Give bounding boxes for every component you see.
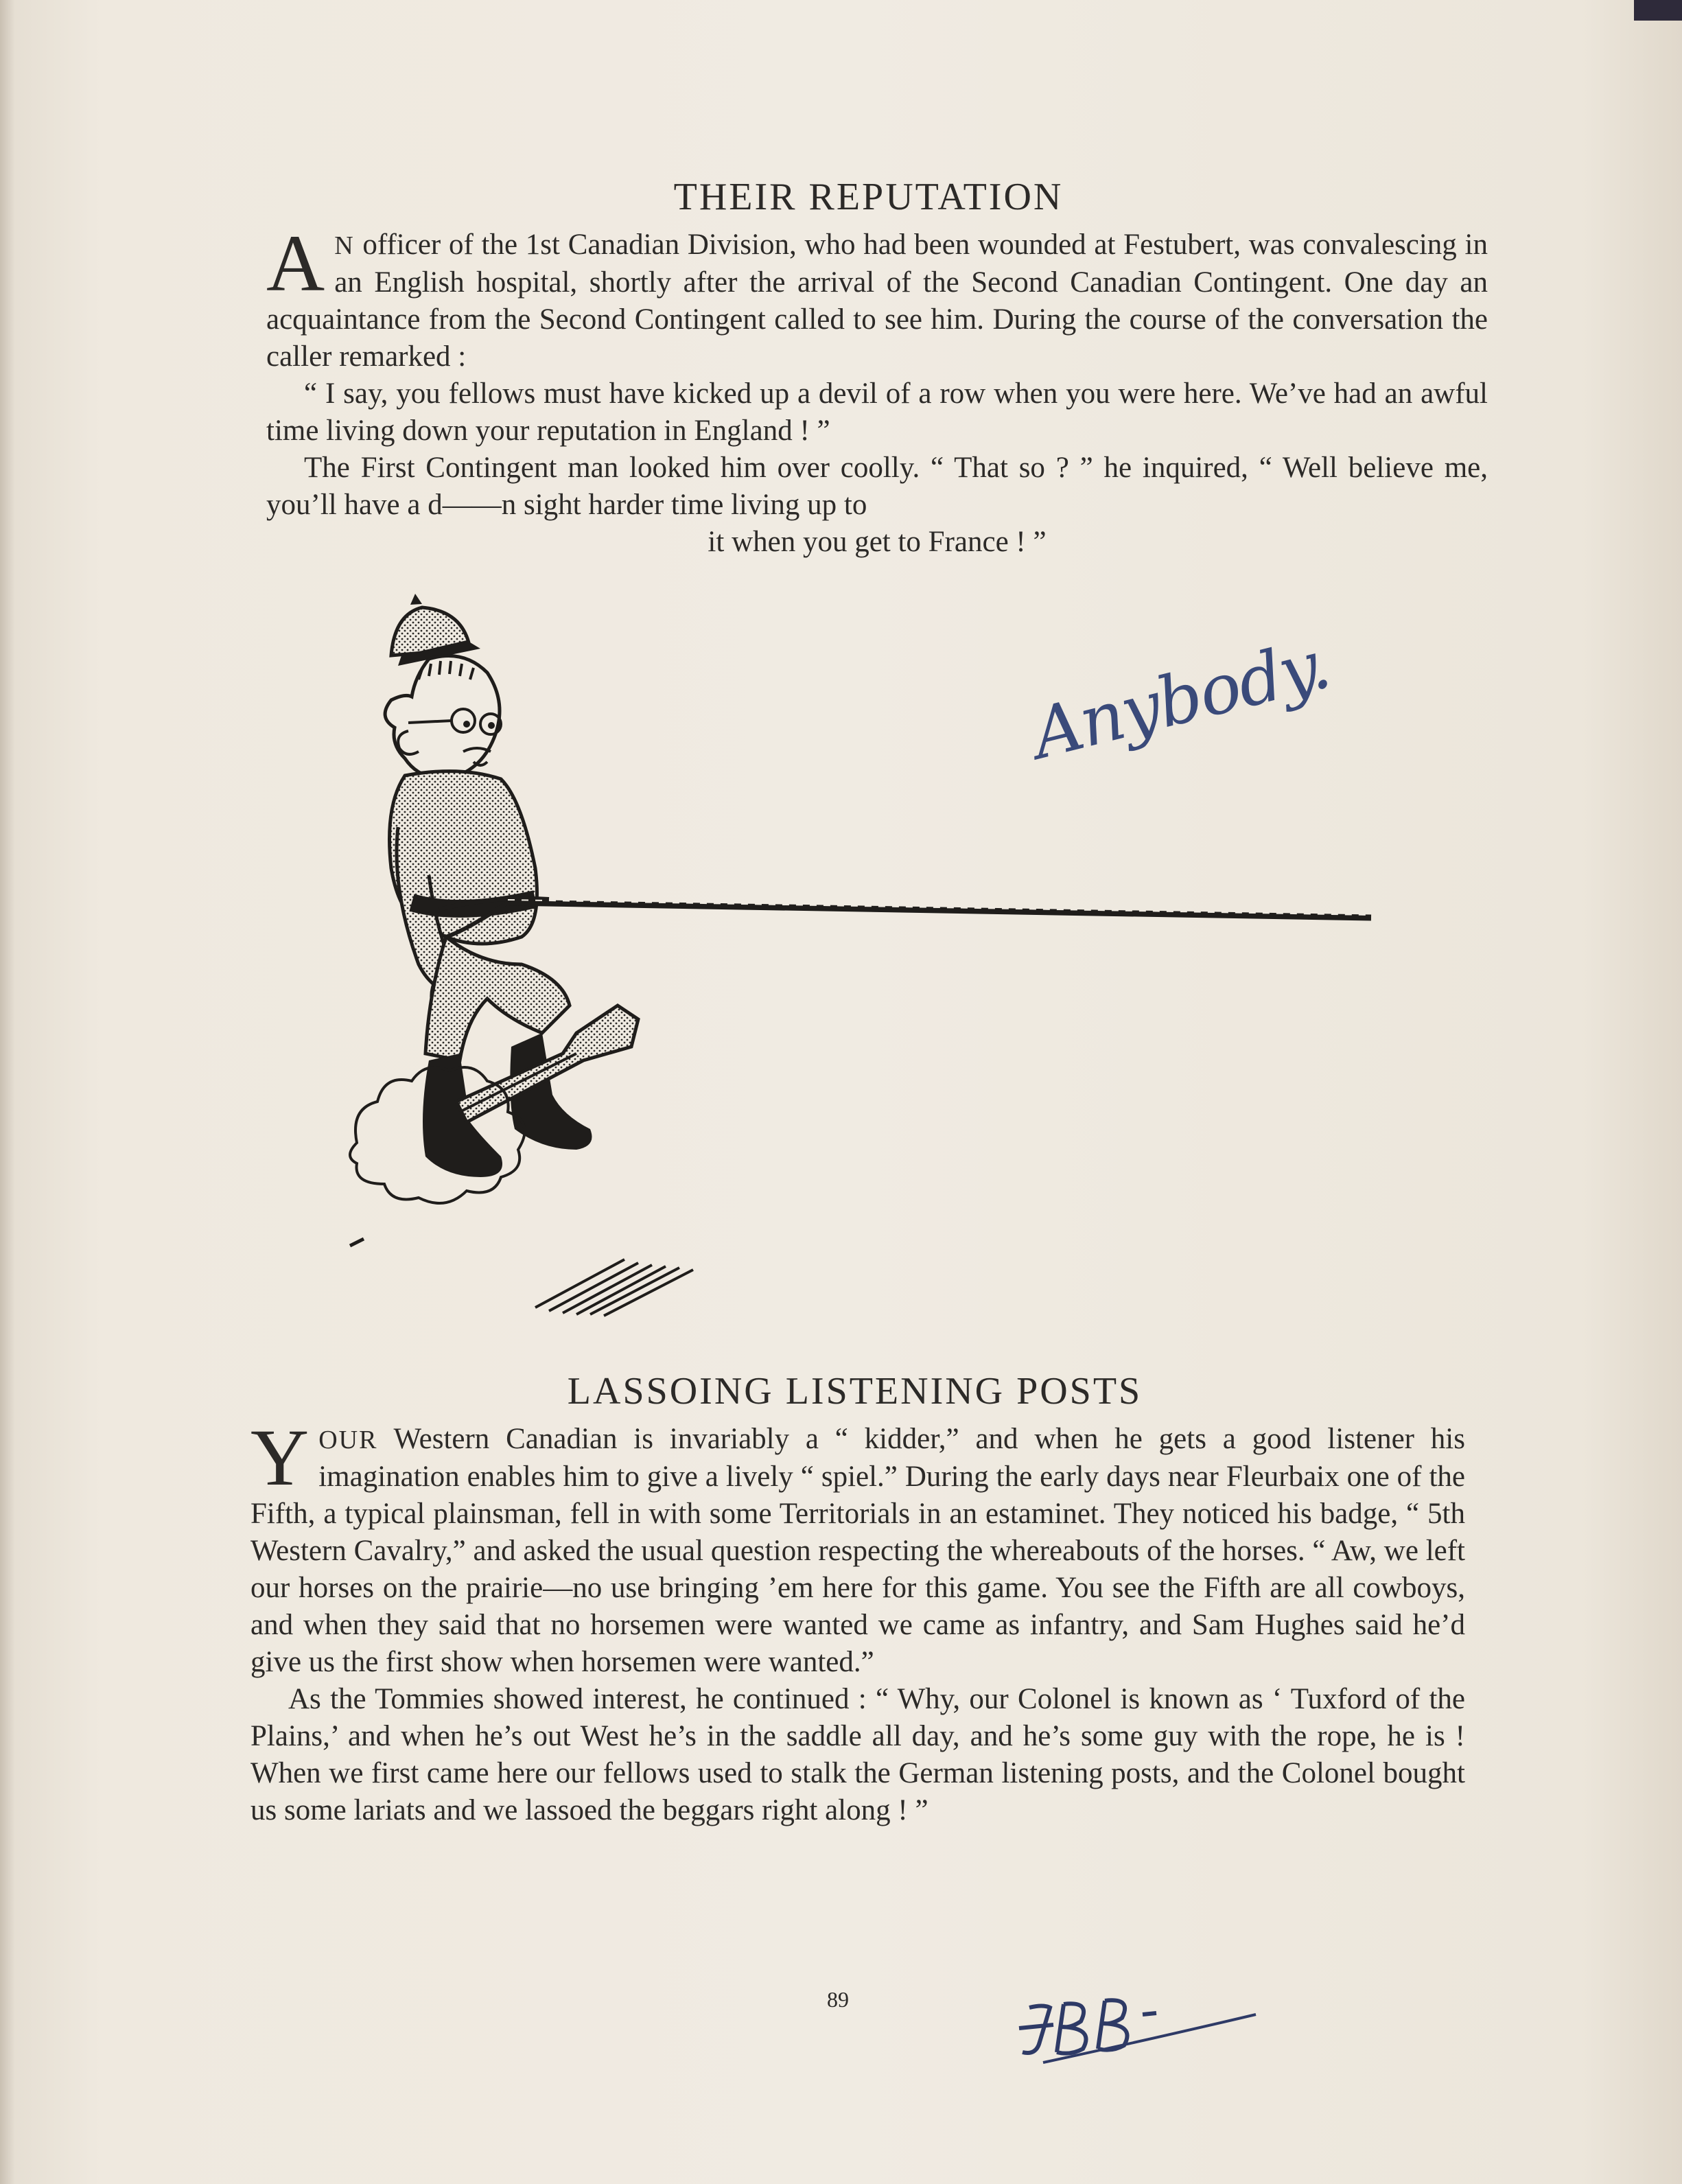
article-lassoing-listening-posts <box>250 1413 1465 1829</box>
dropcap-y: Y <box>250 1413 309 1502</box>
paragraph-1: officer of the 1st Canadian Division, who had been wounded at Festubert, was convalescing in an English hospital, shortly after the arrival of the Second Canadian Contingent. One day an acquaintance from the Second Contingent called to see him. During the course of the conversation the caller remarked : <box>266 229 1488 373</box>
article-title-their-reputation: THEIR REPUTATION <box>673 176 1064 218</box>
paragraph-3-end: it when you get to France ! ” <box>708 526 1047 558</box>
first-word-rest: N <box>334 231 355 260</box>
paragraph-1: Western Canadian is invariably a “ kidder,” and when he gets a good listener his imagination enables him to give a lively “ spiel.” During the early days near Fleurbaix one of the Fifth, a typical plainsman, fell in with some Territorials in an estaminet. They noticed his badge, “ 5th Western Cavalry,” and asked the usual question respecting the whereabouts of the horses. “ Aw, we left our horses on the prairie—no use bringing ’em here for this game. You see the Fifth are all cowboys, and when they said that no horsemen were wanted we came as infantry, and Sam Hughes said he’d give us the first show when horsemen were wanted.” <box>250 1423 1465 1678</box>
article-their-reputation <box>266 218 1488 561</box>
cartoon-lassoed-german-soldier <box>343 580 1400 1328</box>
page-number: 89 <box>827 1987 849 2012</box>
handwritten-signature-jbb <box>1002 1987 1263 2076</box>
article-title-lassoing-listening-posts: LASSOING LISTENING POSTS <box>567 1370 1143 1413</box>
first-word-rest: OUR <box>318 1426 378 1454</box>
paragraph-2: As the Tommies showed interest, he continued : “ Why, our Colonel is known as ‘ Tuxford of the Plains,’ and when he’s out West he’s in the saddle all day, and he’s some guy with the rope, he is ! When we first came here our fellows used to stalk the German listening posts, and the Colonel bought us some lariats and we lassoed the beggars right along ! ” <box>250 1683 1465 1826</box>
paragraph-2: “ I say, you fellows must have kicked up a devil of a row when you were here. We’ve had an awful time living down your reputation in England ! ” <box>266 377 1488 447</box>
page-gutter <box>0 0 15 2184</box>
dropcap-a: A <box>266 218 325 308</box>
paragraph-3: The First Contingent man looked him over coolly. “ That so ? ” he inquired, “ Well believe me, you’ll have a d——n sight harder time living up to <box>266 452 1488 521</box>
binding-edge <box>1634 0 1682 21</box>
handwritten-signature-anybody: Anybody. <box>1024 623 1337 775</box>
